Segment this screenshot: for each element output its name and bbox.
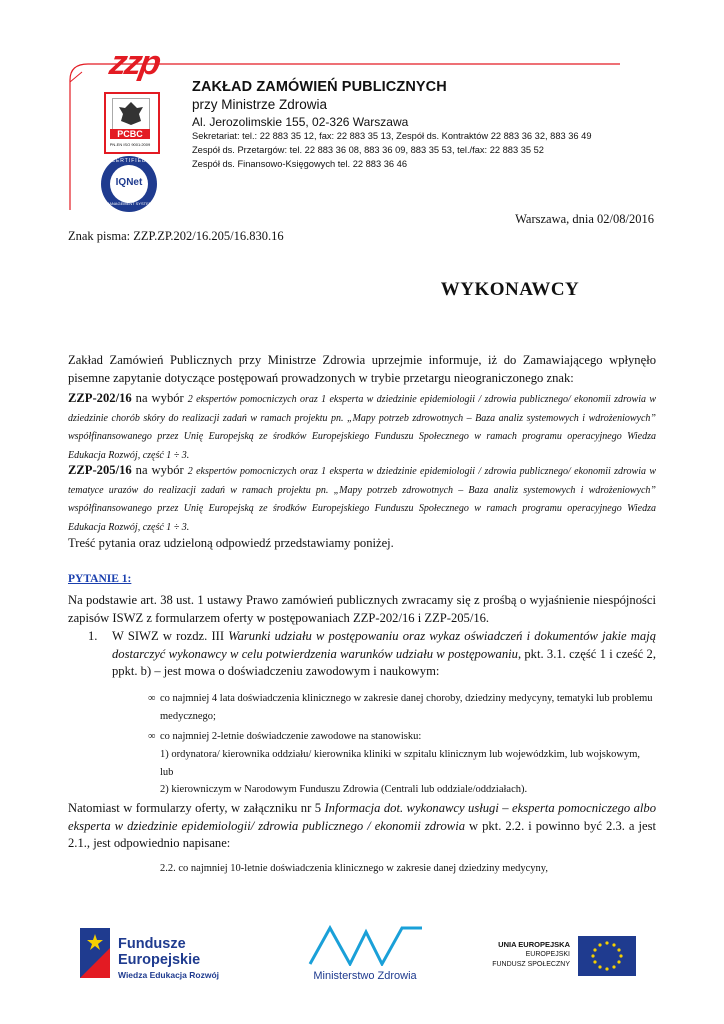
fe-star-flag-icon xyxy=(80,928,112,980)
item-1 xyxy=(112,628,656,681)
iqnet-ring-bottom: MANAGEMENT SYSTEM xyxy=(105,201,153,206)
case-zzp-202 xyxy=(68,390,656,464)
document-title-row xyxy=(0,279,724,301)
bullet-symbol: ∞ xyxy=(148,693,156,704)
iqnet-label: IQNet xyxy=(115,177,143,188)
case-code: ZZP-202/16 xyxy=(68,391,132,405)
contact-line: Zespół ds. Przetargów: tel. 22 883 36 08, 883 36 09, 883 35 53, tel./fax: 22 883 35 52 xyxy=(192,145,544,155)
ue-line-1: UNIA EUROPEJSKA xyxy=(498,940,570,949)
question-label: PYTANIE 1: xyxy=(68,573,132,585)
sub-item-1: 1) ordynatora/ kierownika oddziału/ kierownika kliniki w szpitalu klinicznym lub wojewódzkim, lub wojskowym, lub xyxy=(160,749,640,778)
case-lead: na wybór xyxy=(131,463,188,477)
ministerstwo-zdrowia-logo xyxy=(300,922,430,990)
zzp-logo-text: zzp xyxy=(106,44,163,82)
case-code: ZZP-205/16 xyxy=(68,463,132,477)
contact-line: Zespół ds. Finansowo-Księgowych tel. 22 883 36 46 xyxy=(192,159,407,169)
bullet-position: co najmniej 2-letnie doświadczenie zawodowe na stanowisku: xyxy=(160,731,422,742)
fe-line-3: Wiedza Edukacja Rozwój xyxy=(118,970,219,980)
intro-paragraph: Zakład Zamówień Publicznych przy Ministrze Zdrowia uprzejmie informuje, iż do Zamawiającego wpłynęło pisemne zapytanie dotyczące postępowań prowadzonych w trybie przetargu nieograniczonego znak: xyxy=(68,353,656,385)
ue-line-2: EUROPEJSKI xyxy=(525,951,570,958)
zzp-logo xyxy=(106,44,195,84)
para-2-a: Natomiast w formularzy oferty, w załączniku nr 5 xyxy=(68,801,325,815)
item-number: 1. xyxy=(88,629,98,643)
document-title: WYKONAWCY xyxy=(440,279,580,300)
case-description: 2 ekspertów pomocniczych oraz 1 eksperta w dziedzinie epidemiologii / zdrowia publicznego/ ekonomii zdrowia w tematyce urazów do realizacji zadań w ramach projektu pn. „Mapy potrzeb zdrowotnych – Baza analiz systemowych i wdrożeniowych” współfinansowanego przez Unię Europejską ze środków Europejskiego Funduszu Społecznego w ramach programu operacyjnego Wiedza Edukacja Rozwój, część 1 ÷ 3. xyxy=(68,466,657,533)
bullet-symbol: ∞ xyxy=(148,731,156,742)
pcbc-badge xyxy=(104,92,160,154)
item-1-c: , pkt. 3.1. część 1 i cześć 2, ppkt. b) – jest mowa o doświadczeniu zawodowym i naukowym: xyxy=(112,646,656,678)
item-1-a: W SIWZ w rozdz. III xyxy=(112,629,229,643)
org-subtitle: przy Ministrze Zdrowia xyxy=(192,97,328,112)
para-2 xyxy=(68,800,656,853)
org-name: ZAKŁAD ZAMÓWIEŃ PUBLICZNYCH xyxy=(192,79,447,95)
iqnet-ring-top: CERTIFIED xyxy=(111,158,147,164)
bullet-experience: co najmniej 4 lata doświadczenia klinicznego w zakresie danej choroby, dziedziny medycyny, tematyki lub problemu medycznego; xyxy=(160,693,653,722)
unia-europejska-logo xyxy=(486,934,636,984)
answers-intro: Treść pytania oraz udzieloną odpowiedź przedstawiamy poniżej. xyxy=(68,536,394,550)
pcbc-label: PCBC xyxy=(110,129,150,139)
eagle-icon xyxy=(112,98,150,130)
fundusze-europejskie-logo xyxy=(80,928,230,988)
sub-item-2: 2) kierowniczym w Narodowym Funduszu Zdrowia (Centrali lub oddziale/oddziałach). xyxy=(160,784,528,795)
contact-line: Sekretariat: tel.: 22 883 35 12, fax: 22 883 35 13, Zespół ds. Kontraktów 22 883 36 32, 883 36 49 xyxy=(192,131,592,141)
document-date: Warszawa, dnia 02/08/2016 xyxy=(515,212,654,226)
case-zzp-205 xyxy=(68,462,656,536)
fe-line-1: Fundusze xyxy=(118,936,186,952)
reference-number: Znak pisma: ZZP.ZP.202/16.205/16.830.16 xyxy=(68,229,284,243)
eu-flag-icon xyxy=(578,936,636,976)
para-2-c: w pkt. 2.2. i powinno być 2.3. a jest 2.1., jest odpowiednio napisane: xyxy=(68,818,656,850)
case-description: 2 ekspertów pomocniczych oraz 1 eksperta w dziedzinie epidemiologii / zdrowia publicznego/ ekonomii zdrowia w dziedzinie chorób skóry do realizacji zadań w ramach projektu pn. „Mapy potrzeb zdrowotnych – Baza analiz systemowych i wdrożeniowych” współfinansowanego przez Unię Europejską ze środków Europejskiego Funduszu Społecznego w ramach programu operacyjnego Wiedza Edukacja Rozwój, część 1 ÷ 3. xyxy=(68,394,657,461)
mz-wave-icon xyxy=(306,922,426,966)
item-2-2: 2.2. co najmniej 10-letnie doświadczenia klinicznego w zakresie danej dziedziny medycyny, xyxy=(160,863,548,874)
iqnet-badge xyxy=(100,155,158,213)
ue-line-3: FUNDUSZ SPOŁECZNY xyxy=(492,961,570,968)
item-1-italic: Warunki udziału w postępowaniu oraz wykaz oświadczeń i dokumentów jakie mają dostarczyć wykonawcy w celu potwierdzenia warunków udziału w postępowaniu xyxy=(112,629,656,661)
para-2-italic: Informacja dot. wykonawcy usługi – eksperta pomocniczego albo eksperta w dziedzinie epidemiologii/ zdrowia publicznego / ekonomii zdrowia xyxy=(68,801,656,833)
fe-line-2: Europejskie xyxy=(118,952,201,968)
question-text: Na podstawie art. 38 ust. 1 ustawy Prawo zamówień publicznych zwracamy się z prośbą o wyjaśnienie niespójności zapisów ISWZ z formularzem oferty w postępowaniach ZZP-202/16 i ZZP-205/16. xyxy=(68,593,656,625)
mz-label: Ministerstwo Zdrowia xyxy=(313,970,417,982)
case-lead: na wybór xyxy=(131,391,188,405)
org-address: Al. Jerozolimskie 155, 02-326 Warszawa xyxy=(192,115,409,129)
pcbc-standard: PN-EN ISO 9001:2009 xyxy=(109,142,151,147)
